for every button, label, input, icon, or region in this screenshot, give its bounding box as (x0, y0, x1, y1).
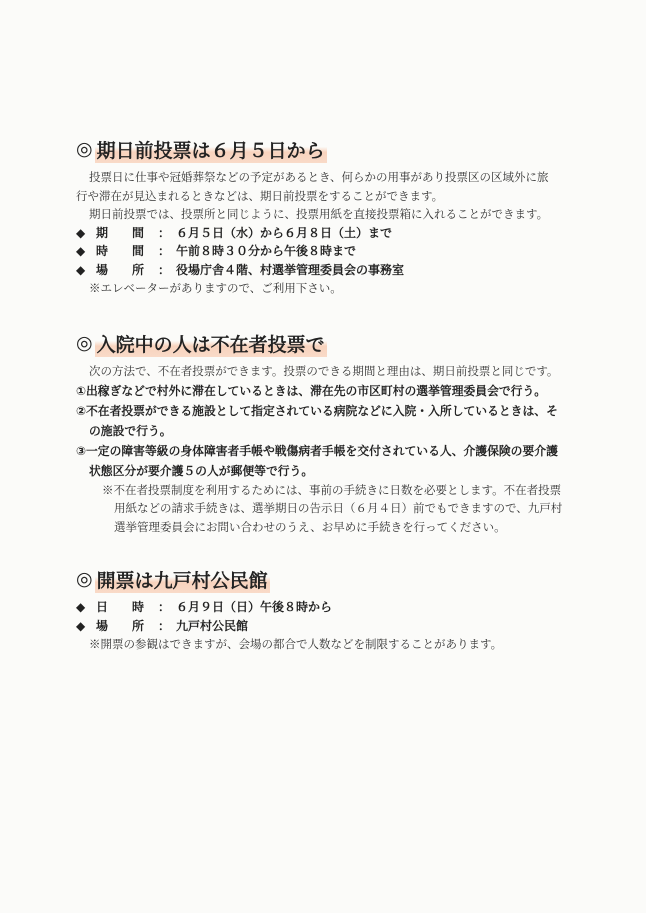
section-heading (76, 330, 596, 356)
colon: ： (158, 244, 171, 258)
section-heading (76, 136, 596, 162)
note: 選挙管理委員会にお問い合わせのうえ、お早めに手続きを行ってください。 (114, 519, 506, 534)
diamond-icon: ◆ (76, 600, 86, 614)
double-circle-icon: ◎ (76, 568, 93, 590)
list-item: の施設で行う。 (89, 423, 172, 438)
section-absentee-voting (76, 330, 596, 536)
info-label: 期 間 (96, 225, 145, 240)
section-heading (76, 566, 596, 592)
section-vote-counting (76, 566, 596, 654)
note: ※エレベーターがありますので、ご利用下さい。 (89, 281, 342, 295)
double-circle-icon: ◎ (76, 138, 93, 160)
info-row-place (76, 261, 596, 280)
heading-text: 入院中の人は不在者投票で (95, 330, 327, 357)
info-row-datetime (76, 598, 596, 617)
info-value: 九戸村公民館 (176, 618, 249, 633)
paragraph: 行や滞在が見込まれるときなどは、期日前投票をすることができます。 (76, 188, 444, 203)
info-value: ６月５日（水）から６月８日（土）まで (176, 225, 393, 240)
info-label: 場 所 (96, 618, 145, 633)
paragraph: 期日前投票では、投票所と同じように、投票用紙を直接投票箱に入れることができます。 (89, 207, 549, 221)
section-early-voting (76, 136, 596, 298)
colon: ： (158, 600, 171, 614)
diamond-icon: ◆ (76, 618, 86, 633)
double-circle-icon: ◎ (76, 332, 93, 354)
note: ※開票の参観はできますが、会場の都合で人数などを制限することがあります。 (89, 637, 503, 651)
list-item: ③一定の障害等級の身体障害者手帳や戦傷病者手帳を交付されている人、介護保険の要介護 (76, 443, 558, 458)
info-label: 日 時 (96, 600, 145, 614)
list-item: ②不在者投票ができる施設として指定されている病院などに入院・入所しているときは、そ (76, 403, 558, 418)
colon: ： (158, 225, 171, 240)
note: ※不在者投票制度を利用するためには、事前の手続きに日数を必要とします。不在者投票 (102, 482, 562, 497)
colon: ： (158, 262, 171, 277)
info-row-time (76, 242, 596, 261)
info-row-period (76, 224, 596, 243)
diamond-icon: ◆ (76, 244, 86, 258)
info-label: 場 所 (96, 262, 145, 277)
heading-text: 期日前投票は６月５日から (95, 136, 327, 163)
info-value: ６月９日（日）午後８時から (176, 600, 333, 614)
diamond-icon: ◆ (76, 225, 86, 240)
paragraph: 次の方法で、不在者投票ができます。投票のできる期間と理由は、期日前投票と同じです。 (89, 364, 559, 378)
heading-text: 開票は九戸村公民館 (95, 566, 270, 593)
info-row-place (76, 617, 596, 636)
info-value: 午前８時３０分から午後８時まで (176, 244, 357, 258)
list-item: ①出稼ぎなどで村外に滞在しているときは、滞在先の市区町村の選挙管理委員会で行う。 (76, 383, 547, 398)
info-label: 時 間 (96, 244, 145, 258)
list-item: 状態区分が要介護５の人が郵便等で行う。 (89, 463, 314, 478)
info-value: 役場庁舎４階、村選挙管理委員会の事務室 (176, 262, 405, 277)
diamond-icon: ◆ (76, 262, 86, 277)
note: 用紙などの請求手続きは、選挙期日の告示日（６月４日）前でもできますので、九戸村 (114, 501, 563, 515)
colon: ： (158, 618, 171, 633)
paragraph: 投票日に仕事や冠婚葬祭などの予定があるとき、何らかの用事があり投票区の区域外に旅 (89, 170, 549, 184)
